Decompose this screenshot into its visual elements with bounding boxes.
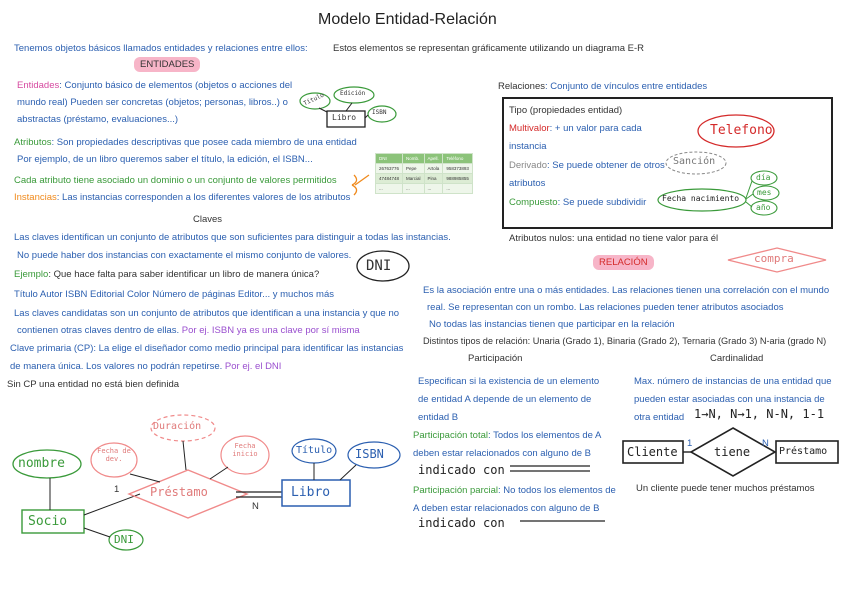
table-cell: Artola (424, 164, 443, 174)
sin-cp: Sin CP una entidad no está bien definida (7, 379, 180, 390)
table-cell: 47484748 (376, 174, 403, 184)
cp-1: Clave primaria (CP): La elige el diseñador como medio principal para identificar las instancias (10, 343, 404, 354)
multivalor-term: Multivalor (509, 123, 550, 134)
table-header: Nomb. (403, 154, 425, 164)
intro-text: Tenemos objetos básicos llamados entidades y relaciones entre ellos: (14, 43, 308, 54)
ejemplo-line (14, 268, 319, 281)
relaciones-def-text: : Conjunto de vínculos entre entidades (545, 81, 708, 92)
candidatas-2 (17, 324, 360, 337)
table-header: Teléfono (443, 154, 473, 164)
mes-label: mes (757, 188, 772, 197)
part-total-term: Participación total (413, 430, 488, 441)
table-header: DNI (376, 154, 403, 164)
libro-sketch-label: Libro (332, 113, 357, 122)
relacion-def-4: Distintos tipos de relación: Unaria (Grado 1), Binaria (Grado 2), Ternaria (Grado 3) N-aria (grado N) (423, 336, 827, 346)
fecha-ini-label: Fecha inicio (232, 442, 258, 458)
nombre-label: nombre (18, 456, 65, 471)
part-parcial-line (413, 484, 616, 497)
prestamo-label: Préstamo (150, 485, 208, 499)
atributos-def-2: Por ejemplo, de un libro queremos saber el título, la edición, el ISBN... (17, 154, 313, 165)
dominio-text: Cada atributo tiene asociado un dominio o un conjunto de valores permitidos (14, 175, 337, 186)
titulo-sketch-label: Título (302, 91, 326, 108)
entidades-term: Entidades (17, 80, 60, 91)
card-1-label: 1 (687, 438, 693, 449)
edicion-sketch-label: Edición (340, 90, 366, 97)
er-card-1: 1 (114, 484, 120, 495)
table-cell: 988985855 (443, 174, 473, 184)
card-n-label: N (762, 438, 769, 449)
telefono-label: Telefono (710, 123, 773, 138)
table-cell: Marcial (403, 174, 425, 184)
relacion-heading: RELACIÓN (593, 255, 654, 270)
entidades-heading: ENTIDADES (134, 57, 200, 72)
claves-p1-1: Las claves identifican un conjunto de atributos que son suficientes para distinguir a todas las instancias. (14, 232, 451, 243)
table-cell: 26763776 (376, 164, 403, 174)
ejemplo-term: Ejemplo (14, 269, 49, 280)
cardinalidad-l3: otra entidad (634, 412, 685, 423)
cardinalidad-l2: pueden estar asociadas con una instancia de (634, 394, 825, 405)
multivalor-text: : + un valor para cada (549, 123, 642, 134)
socio-label: Socio (28, 514, 68, 529)
prestamo-card-label: Préstamo (779, 446, 828, 457)
entidades-def-2: mundo real) Pueden ser concretas (objetos; personas, libros..) o (17, 97, 288, 108)
candidatas-ej: Por ej. ISBN ya es una clave por sí misma (179, 325, 360, 336)
derivado-text: : Se puede obtener de otros (547, 160, 665, 171)
table-cell: ... (424, 184, 443, 194)
compuesto-term: Compuesto (509, 197, 558, 208)
claves-heading: Claves (193, 214, 223, 225)
instancias-term: Instancias (14, 192, 57, 203)
participacion-p1-1: Especifican si la existencia de un elemento (418, 376, 600, 387)
table-cell: ... (376, 184, 403, 194)
compra-label: compra (754, 252, 794, 265)
tiene-label: tiene (714, 445, 751, 459)
table-cell: Pina (424, 174, 443, 184)
part-total-line (413, 429, 601, 442)
part-parcial-term: Participación parcial (413, 485, 499, 496)
derivado-term: Derivado (509, 160, 548, 171)
compuesto-text: : Se puede subdividir (557, 197, 647, 208)
entidades-def-3: abstractas (préstamo, evaluaciones...) (17, 114, 179, 125)
part-total-text-2: deben estar relacionados con alguno de B (413, 448, 591, 459)
table-cell: ... (443, 184, 473, 194)
derivado-text-2: atributos (509, 178, 546, 189)
part-parcial-text: : No todos los elementos de (498, 485, 616, 496)
dni-label: DNI (114, 533, 134, 546)
ejemplo-list: Título Autor ISBN Editorial Color Número de páginas Editor... y muchos más (14, 289, 334, 300)
cardinalidad-heading: Cardinalidad (710, 353, 764, 364)
cp-2 (10, 360, 281, 373)
isbn-label: ISBN (355, 447, 384, 461)
cardinalidad-caption: Un cliente puede tener muchos préstamos (636, 483, 815, 494)
indicado-parcial: indicado con (418, 516, 505, 530)
claves-p1-2: No puede haber dos instancias con exactamente el mismo conjunto de valores. (17, 250, 352, 261)
derivado-line (509, 159, 665, 172)
participacion-p1-3: entidad B (418, 412, 459, 423)
participacion-p1-2: de entidad A depende de un elemento de (418, 394, 592, 405)
table-header: Apell. (424, 154, 443, 164)
part-parcial-text-2: A deben estar relacionados con alguno de B (413, 503, 600, 514)
entidades-def-1: : Conjunto básico de elementos (objetos o acciones del (59, 80, 293, 91)
indicado-total: indicado con (418, 463, 505, 477)
multivalor-text-2: instancia (509, 141, 547, 152)
nulos-text: Atributos nulos: una entidad no tiene valor para él (509, 233, 719, 244)
participacion-heading: Participación (468, 353, 523, 364)
compuesto-line (509, 196, 646, 209)
relacion-def-3: No todas las instancias tienen que participar en la relación (429, 319, 675, 330)
table-cell: 958373893 (443, 164, 473, 174)
cp-2-text: de manera única. Los valores no podrán repetirse. (10, 361, 223, 372)
fecha-dev-label: Fecha de dev. (97, 447, 131, 463)
anio-label: año (756, 203, 771, 212)
titulo-label: Título (296, 445, 333, 456)
relaciones-def (498, 80, 707, 93)
table-cell: ... (403, 184, 425, 194)
instancias-def-text: : Las instancias corresponden a los diferentes valores de los atributos (56, 192, 351, 203)
libro-label: Libro (291, 485, 331, 500)
cliente-label: Cliente (627, 445, 678, 459)
atributos-term: Atributos (14, 137, 52, 148)
page-title: Modelo Entidad-Relación (318, 11, 497, 28)
part-total-text: : Todos los elementos de A (487, 430, 602, 441)
sancion-label: Sanción (673, 156, 716, 167)
er-card-n: N (252, 501, 259, 512)
cardinalidad-l1: Max. número de instancias de una entidad que (634, 376, 832, 387)
cardinalidad-values: 1→N, N→1, N-N, 1-1 (694, 407, 825, 421)
tipos-heading: Tipo (propiedades entidad) (509, 105, 623, 116)
fecha-nac-label: Fecha nacimiento (662, 194, 740, 203)
table-cell: Pepe (403, 164, 425, 174)
dni-badge-label: DNI (366, 258, 392, 274)
relacion-def-1: Es la asociación entre una o más entidades. Las relaciones tienen una correlación con el mundo (423, 285, 830, 296)
candidatas-2-text: contienen otras claves dentro de ellas. (17, 325, 180, 336)
ejemplo-text: : Que hace falta para saber identificar un libro de manera única? (48, 269, 320, 280)
multivalor-line (509, 122, 642, 135)
relacion-def-2: real. Se representan con un rombo. Las relaciones pueden tener atributos asociados (427, 302, 784, 313)
relaciones-term: Relaciones (498, 81, 545, 92)
duracion-label: Duración (153, 421, 202, 432)
isbn-sketch-label: ISBN (372, 109, 387, 116)
candidatas-1: Las claves candidatas son un conjunto de atributos que identifican a una instancia y que no (14, 308, 400, 319)
atributos-def-1: : Son propiedades descriptivas que posee cada miembro de una entidad (51, 137, 357, 148)
intro-right-text: Estos elementos se representan gráficamente utilizando un diagrama E-R (333, 43, 645, 54)
dia-label: día (756, 173, 771, 182)
cp-ej: Por ej. el DNI (222, 361, 282, 372)
